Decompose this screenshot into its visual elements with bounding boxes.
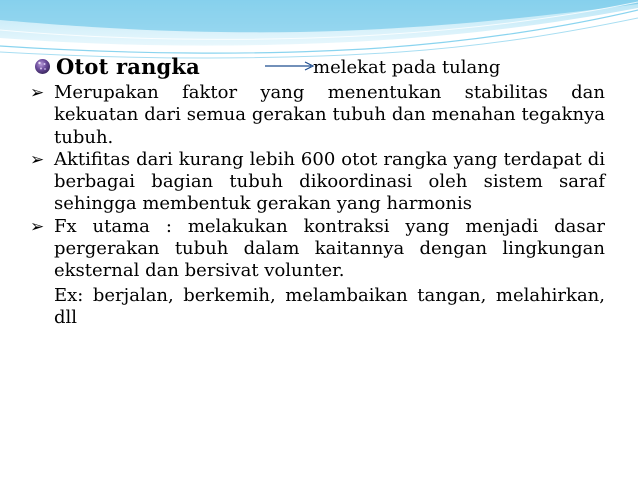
slide-content [30,52,605,329]
bullet-text: Aktifitas dari kurang lebih 600 otot rangka yang terdapat di berbagai bagian tubuh dikoordinasi oleh sistem saraf sehingga membentuk gerakan yang harmonis [54,148,605,215]
checkmark-arrow-icon: ➢ [30,216,45,237]
bullet-item [30,216,605,283]
bullet-item [30,82,605,149]
bullet-text: Fx utama : melakukan kontraksi yang menjadi dasar pergerakan tubuh dalam kaitannya dengan lingkungan eksternal dan bersivat volunter. [54,215,605,282]
example-paragraph [30,285,605,330]
bullet-item [30,149,605,216]
title-annotation: melekat pada tulang [313,57,501,78]
checkmark-arrow-icon: ➢ [30,83,45,103]
title-line [30,52,605,82]
slide-title: Otot rangka [56,54,200,79]
checkmark-arrow-icon: ➢ [30,149,45,170]
purple-orb-icon [34,58,51,75]
bullet-text: Merupakan faktor yang menentukan stabilitas dan kekuatan dari semua gerakan tubuh dan menahan tegaknya tubuh. [54,82,605,148]
right-arrow-icon [263,58,319,74]
example-text: Ex: berjalan, berkemih, melambaikan tangan, melahirkan, dll [54,284,605,328]
